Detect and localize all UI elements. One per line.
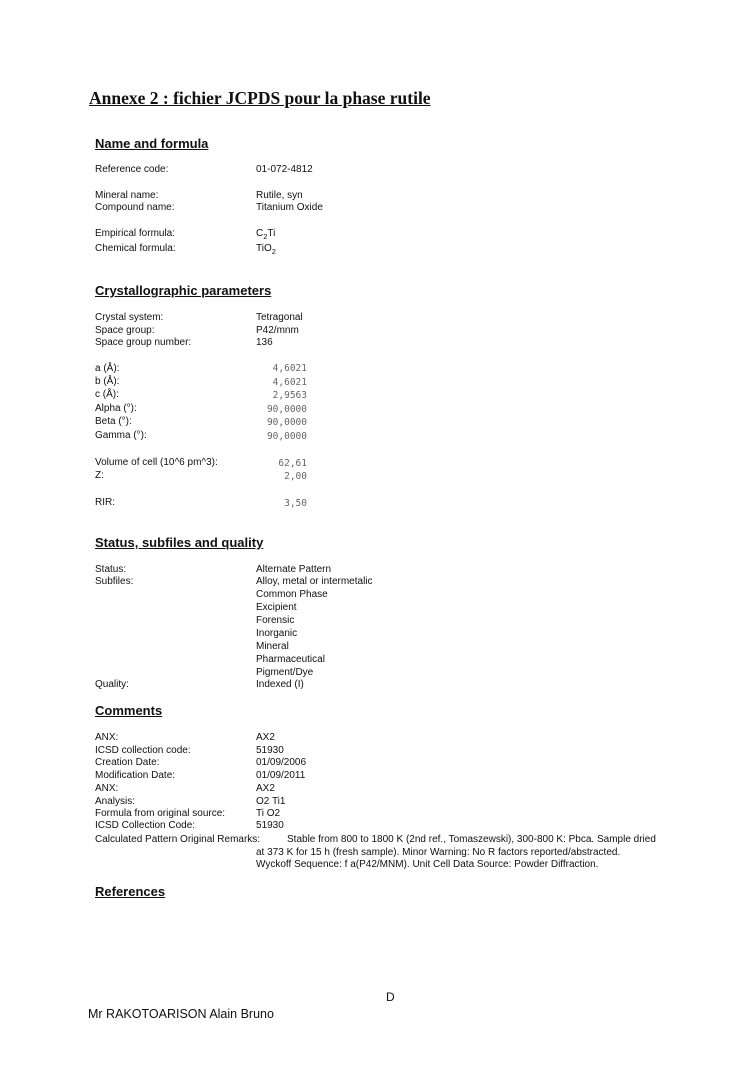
cell-a-value: 4,6021 <box>272 363 307 374</box>
formula-source-value: Ti O2 <box>256 808 281 819</box>
modification-date-label: Modification Date: <box>95 770 176 781</box>
subfile-item: Common Phase <box>256 589 328 600</box>
subfile-item: Alloy, metal or intermetalic <box>256 576 373 587</box>
footer-author: Mr RAKOTOARISON Alain Bruno <box>88 1007 274 1021</box>
space-group-label: Space group: <box>95 325 155 336</box>
subfile-item: Pigment/Dye <box>256 667 314 678</box>
z-label: Z: <box>95 470 104 481</box>
subfile-item: Excipient <box>256 602 297 613</box>
volume-label: Volume of cell (10^6 pm^3): <box>95 457 218 468</box>
subfiles-label: Subfiles: <box>95 576 134 587</box>
chemical-formula-value: TiO$_2$ <box>256 243 276 256</box>
remarks-label: Calculated Pattern Original Remarks: <box>95 834 261 845</box>
section-heading-comments: Comments <box>95 703 163 718</box>
gamma-label: Gamma (°): <box>95 430 147 441</box>
section-heading-name-formula: Name and formula <box>95 136 209 151</box>
crystal-system-value: Tetragonal <box>256 312 303 323</box>
section-heading-crystallographic: Crystallographic parameters <box>95 283 272 298</box>
subfile-item: Pharmaceutical <box>256 654 325 665</box>
cell-c-value: 2,9563 <box>272 390 307 401</box>
remarks-line: Wyckoff Sequence: f a(P42/MNM). Unit Cell Data Source: Powder Diffraction. <box>256 859 599 870</box>
compound-name-value: Titanium Oxide <box>256 202 323 213</box>
section-heading-references: References <box>95 884 166 899</box>
mineral-name-label: Mineral name: <box>95 190 159 201</box>
quality-label: Quality: <box>95 679 129 690</box>
modification-date-value: 01/09/2011 <box>256 770 306 781</box>
rir-value: 3,50 <box>284 498 307 509</box>
icsd-code2-label: ICSD Collection Code: <box>95 820 196 831</box>
icsd-code-value: 51930 <box>256 745 284 756</box>
mineral-name-value: Rutile, syn <box>256 190 303 201</box>
alpha-value: 90,0000 <box>266 404 307 415</box>
cell-b-label: b (Å): <box>95 376 120 387</box>
creation-date-label: Creation Date: <box>95 757 160 768</box>
compound-name-label: Compound name: <box>95 202 175 213</box>
anx-value: AX2 <box>256 732 275 743</box>
rir-label: RIR: <box>95 497 115 508</box>
cell-b-value: 4,6021 <box>272 377 307 388</box>
section-heading-status: Status, subfiles and quality <box>95 535 264 550</box>
space-group-number-label: Space group number: <box>95 337 192 348</box>
formula-source-label: Formula from original source: <box>95 808 226 819</box>
subfile-item: Mineral <box>256 641 289 652</box>
anx2-label: ANX: <box>95 783 119 794</box>
empirical-formula-value: $C_2Ti$ <box>256 228 276 241</box>
remarks-line: Stable from 800 to 1800 K (2nd ref., Tomaszewski), 300-800 K: Pbca. Sample dried <box>287 834 656 845</box>
subfile-item: Forensic <box>256 615 295 626</box>
page-letter: D <box>386 990 395 1004</box>
analysis-value: O2 Ti1 <box>256 796 286 807</box>
space-group-value: P42/mnm <box>256 325 299 336</box>
reference-code-value: 01-072-4812 <box>256 164 313 175</box>
icsd-code-label: ICSD collection code: <box>95 745 191 756</box>
beta-value: 90,0000 <box>266 417 307 428</box>
anx-label: ANX: <box>95 732 119 743</box>
status-value: Alternate Pattern <box>256 564 332 575</box>
icsd-code2-value: 51930 <box>256 820 284 831</box>
space-group-number-value: 136 <box>256 337 273 348</box>
remarks-line: at 373 K for 15 h (fresh sample). Minor Warning: No R factors reported/abstracted. <box>256 847 621 858</box>
anx2-value: AX2 <box>256 783 275 794</box>
cell-c-label: c (Å): <box>95 389 119 400</box>
empirical-formula-label: Empirical formula: <box>95 228 176 239</box>
quality-value: Indexed (I) <box>256 679 304 690</box>
reference-code-label: Reference code: <box>95 164 169 175</box>
annex-title: Annexe 2 : fichier JCPDS pour la phase rutile <box>89 88 431 108</box>
beta-label: Beta (°): <box>95 416 132 427</box>
status-label: Status: <box>95 564 127 575</box>
subfile-item: Inorganic <box>256 628 298 639</box>
cell-a-label: a (Å): <box>95 363 120 374</box>
crystal-system-label: Crystal system: <box>95 312 164 323</box>
z-value: 2,00 <box>284 471 307 482</box>
volume-value: 62,61 <box>278 458 307 469</box>
chemical-formula-label: Chemical formula: <box>95 243 176 254</box>
gamma-value: 90,0000 <box>266 431 307 442</box>
creation-date-value: 01/09/2006 <box>256 757 307 768</box>
analysis-label: Analysis: <box>95 796 136 807</box>
alpha-label: Alpha (°): <box>95 403 137 414</box>
